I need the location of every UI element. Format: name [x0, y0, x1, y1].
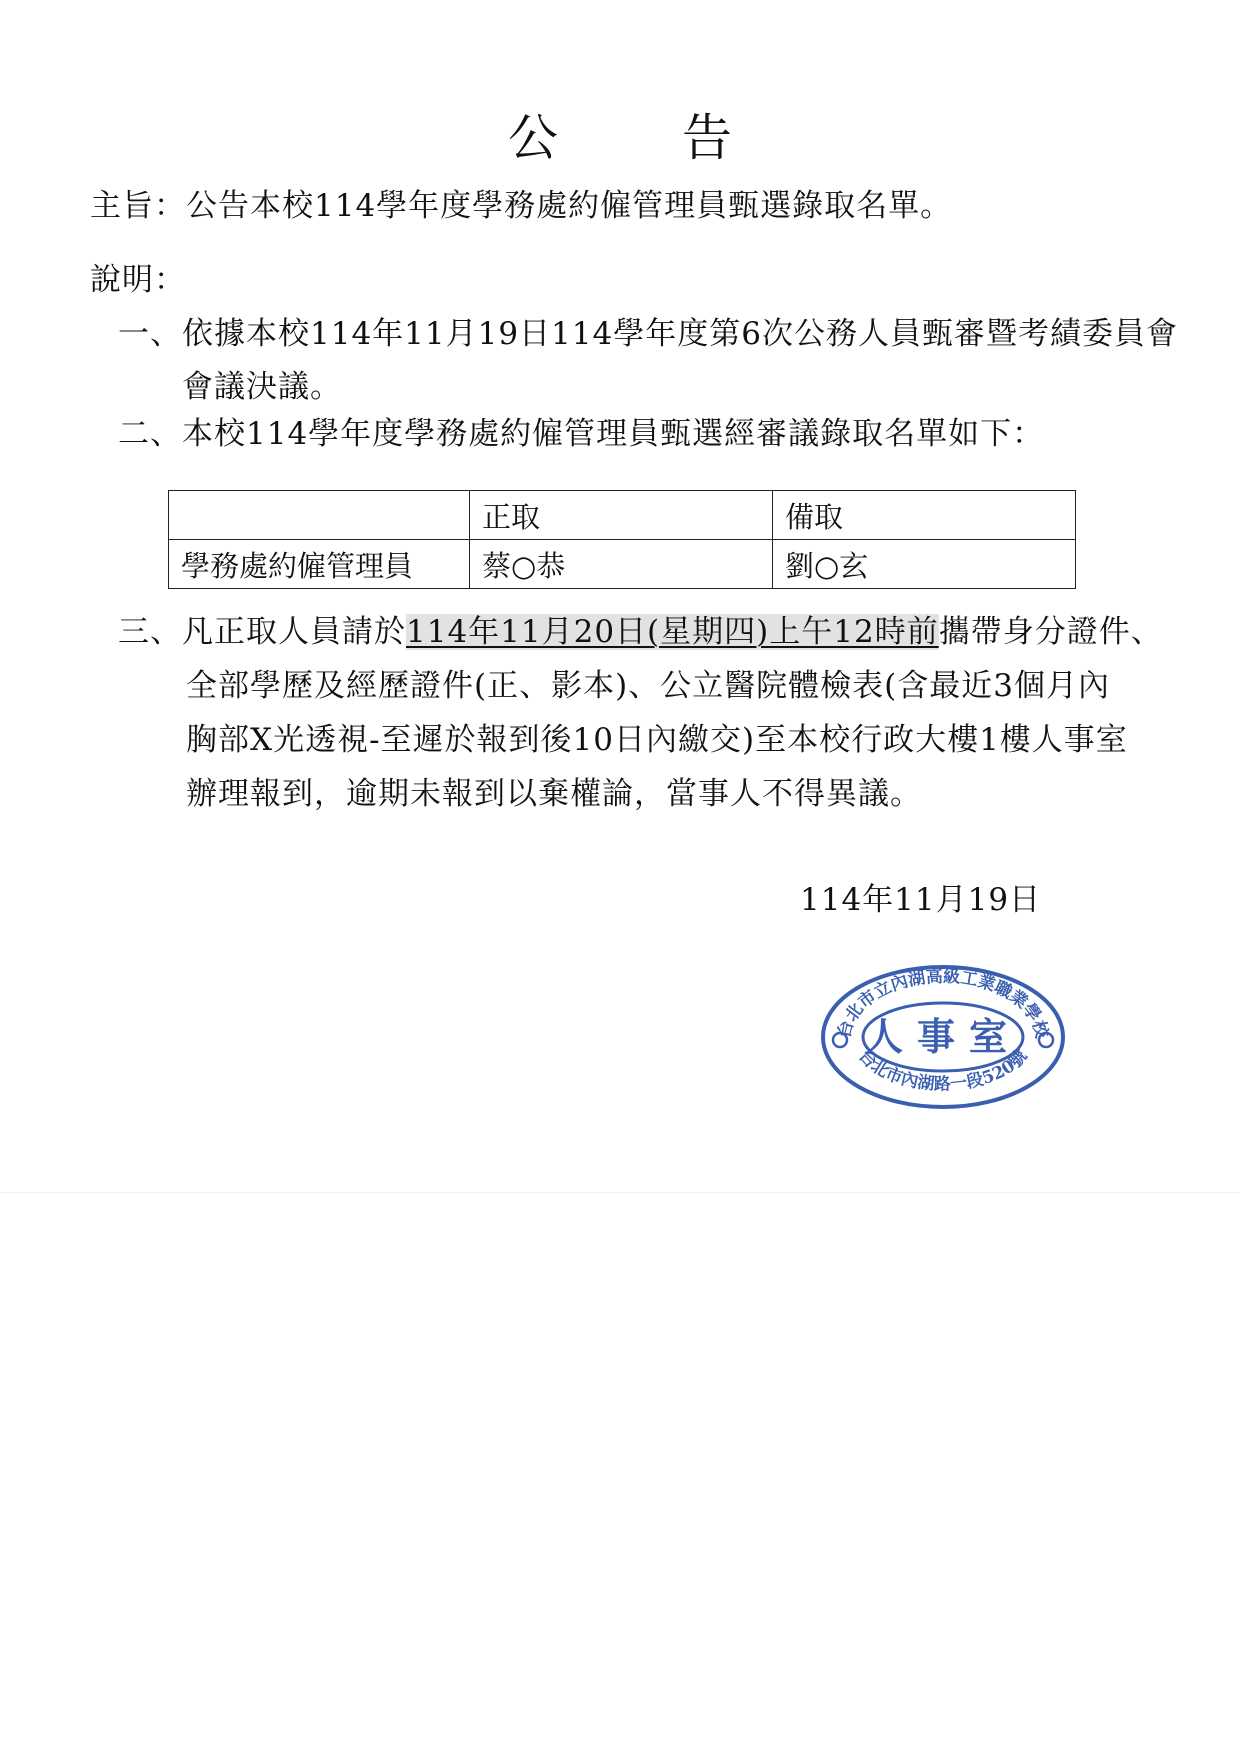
item-three-prefix: 三、凡正取人員請於 [118, 614, 406, 650]
item-one-line-2: 會議決議。 [182, 369, 342, 405]
title-char-1: 公 [508, 109, 558, 167]
table-header-cell: 正取 [470, 491, 773, 540]
table-row [169, 540, 1076, 589]
table-header-row [169, 491, 1076, 540]
item-two-line-1: 二、本校114學年度學務處約僱管理員甄選經審議錄取名單如下： [118, 416, 1045, 452]
table-cell-position: 學務處約僱管理員 [169, 540, 470, 589]
item-three-line-4: 辦理報到，逾期未報到以棄權論，當事人不得異議。 [186, 776, 922, 812]
page-title [0, 98, 1240, 170]
table-cell-alternate: 劉○玄 [773, 540, 1076, 589]
official-seal [818, 962, 1068, 1112]
seal-top-text: 台北市立內湖高級工業職業學校 [834, 966, 1052, 1041]
seal-bottom-text: 台北市內湖路一段520號 [854, 1046, 1032, 1095]
item-three-line-1 [118, 606, 1163, 651]
deadline-highlight: 114年11月20日(星期四)上午12時前 [406, 614, 939, 650]
table-header-cell: 備取 [773, 491, 1076, 540]
item-three-suffix: 攜帶身分證件、 [938, 614, 1163, 650]
item-three-line-2: 全部學歷及經歷證件(正、影本)、公立醫院體檢表(含最近3個月內 [186, 668, 1111, 704]
admission-table [168, 490, 1076, 589]
seal-center-text: 人事室 [864, 1014, 1022, 1059]
item-one-line-1: 一、依據本校114年11月19日114學年度第6次公務人員甄審暨考績委員會 [118, 316, 1178, 352]
title-char-2: 告 [682, 109, 732, 167]
table-cell-primary: 蔡○恭 [470, 540, 773, 589]
page-fold-divider [0, 1192, 1240, 1193]
item-three-line-3: 胸部X光透視-至遲於報到後10日內繳交)至本校行政大樓1樓人事室 [186, 722, 1128, 758]
table-header-cell [169, 491, 470, 540]
explanation-label: 說明： [90, 262, 186, 298]
subject-line: 主旨：公告本校114學年度學務處約僱管理員甄選錄取名單。 [90, 188, 953, 224]
announcement-date: 114年11月19日 [800, 882, 1042, 918]
